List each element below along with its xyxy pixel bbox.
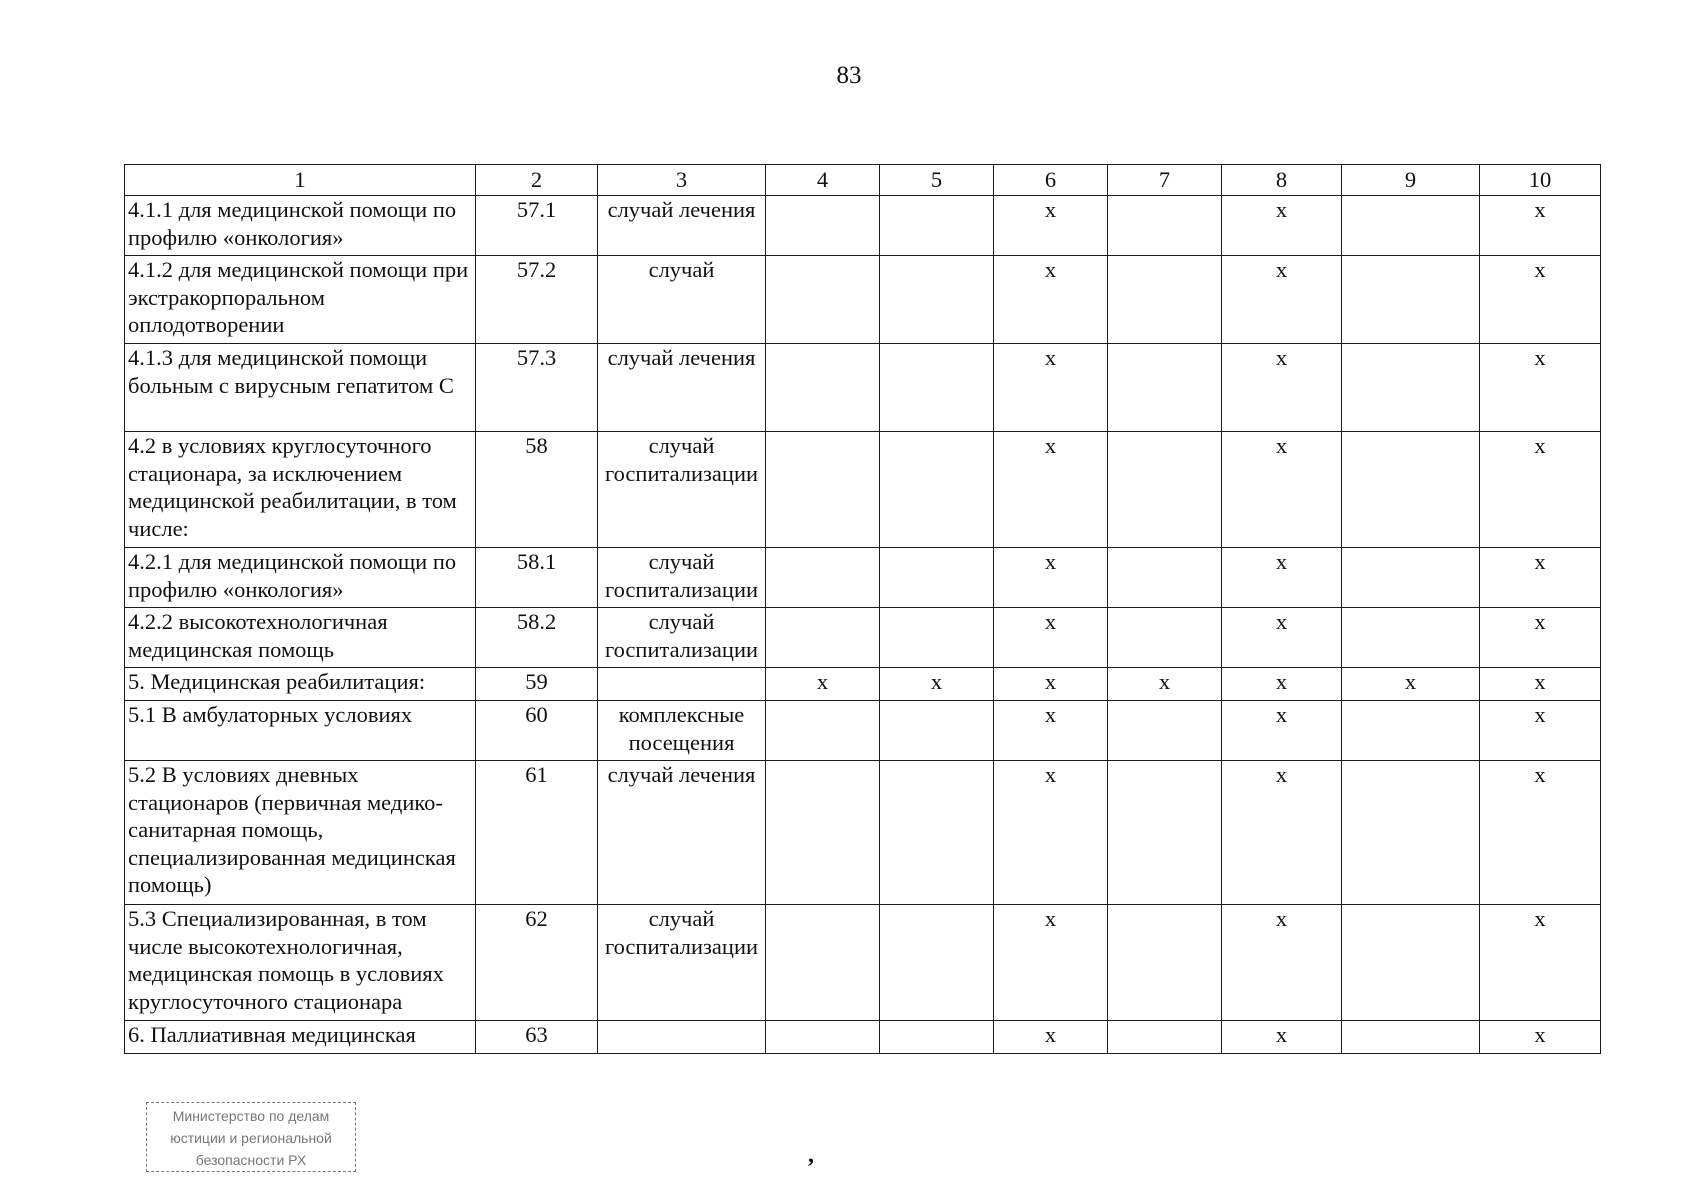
table-cell <box>1342 761 1480 905</box>
unit-cell: случай госпитализации <box>598 432 766 548</box>
table-cell <box>1342 1021 1480 1054</box>
table-cell <box>766 608 880 668</box>
table-cell: х <box>994 701 1108 761</box>
row-label: 4.1.1 для медицинской помощи по профилю «онкология» <box>125 196 476 256</box>
table-row <box>125 608 1601 668</box>
table-cell <box>766 701 880 761</box>
table-cell <box>766 761 880 905</box>
table-cell: х <box>1108 668 1222 701</box>
column-header: 5 <box>880 165 994 196</box>
table-cell: х <box>1222 701 1342 761</box>
row-label: 4.1.3 для медицинской помощи больным с вирусным гепатитом С <box>125 344 476 432</box>
table-cell: х <box>880 668 994 701</box>
table-cell: х <box>766 668 880 701</box>
table-cell: х <box>1480 344 1601 432</box>
table-cell: х <box>994 256 1108 344</box>
table-cell: х <box>1480 196 1601 256</box>
table-cell: х <box>994 344 1108 432</box>
table-cell: х <box>1480 905 1601 1021</box>
table-cell <box>1108 432 1222 548</box>
table-cell <box>880 905 994 1021</box>
table-row <box>125 701 1601 761</box>
table-cell <box>880 1021 994 1054</box>
unit-cell: комплексные посещения <box>598 701 766 761</box>
table-cell: х <box>1342 668 1480 701</box>
header-row <box>125 165 1601 196</box>
row-code: 62 <box>476 905 598 1021</box>
table-cell <box>766 256 880 344</box>
unit-cell: случай лечения <box>598 196 766 256</box>
table-cell: х <box>994 608 1108 668</box>
table-cell: х <box>994 1021 1108 1054</box>
row-code: 58.1 <box>476 548 598 608</box>
table-cell <box>766 196 880 256</box>
table-cell: х <box>1480 608 1601 668</box>
row-code: 58.2 <box>476 608 598 668</box>
table-cell: х <box>1222 668 1342 701</box>
table-cell: х <box>1480 256 1601 344</box>
table-cell <box>880 548 994 608</box>
table-cell: х <box>1222 548 1342 608</box>
table-cell: х <box>1222 432 1342 548</box>
data-table <box>124 164 1601 1054</box>
table-cell: х <box>1222 608 1342 668</box>
table-cell <box>880 196 994 256</box>
unit-cell: случай <box>598 256 766 344</box>
column-header: 9 <box>1342 165 1480 196</box>
table-row <box>125 668 1601 701</box>
table-cell <box>880 432 994 548</box>
row-label: 4.2 в условиях круглосуточного стационара, за исключением медицинской реабилитации, в том числе: <box>125 432 476 548</box>
table-cell <box>1108 905 1222 1021</box>
row-label: 4.2.2 высокотехнологичная медицинская помощь <box>125 608 476 668</box>
table-cell: х <box>994 668 1108 701</box>
unit-cell: случай госпитализации <box>598 905 766 1021</box>
stamp-line: безопасности РХ <box>195 1152 307 1168</box>
table-cell: х <box>1222 196 1342 256</box>
table-cell <box>1108 344 1222 432</box>
table-cell: х <box>1480 701 1601 761</box>
table-cell: х <box>994 905 1108 1021</box>
table-cell <box>880 256 994 344</box>
column-header: 8 <box>1222 165 1342 196</box>
table-cell <box>1108 548 1222 608</box>
table-cell <box>1342 196 1480 256</box>
table-cell <box>766 1021 880 1054</box>
table-cell <box>1108 196 1222 256</box>
table-cell <box>880 344 994 432</box>
row-code: 57.1 <box>476 196 598 256</box>
row-code: 61 <box>476 761 598 905</box>
table-cell: х <box>1480 1021 1601 1054</box>
table-cell: х <box>1222 761 1342 905</box>
table-row <box>125 548 1601 608</box>
table-cell <box>1108 256 1222 344</box>
column-header: 6 <box>994 165 1108 196</box>
table-row <box>125 1021 1601 1054</box>
table-cell: х <box>994 432 1108 548</box>
table-cell: х <box>1222 1021 1342 1054</box>
column-header: 4 <box>766 165 880 196</box>
table-cell <box>766 344 880 432</box>
column-header: 7 <box>1108 165 1222 196</box>
table-cell <box>1342 701 1480 761</box>
unit-cell: случай госпитализации <box>598 608 766 668</box>
table-row <box>125 761 1601 905</box>
table-cell: х <box>1222 905 1342 1021</box>
table-cell <box>1342 344 1480 432</box>
row-code: 57.3 <box>476 344 598 432</box>
row-label: 5.3 Специализированная, в том числе высокотехнологичная, медицинская помощь в условиях круглосуточного стационара <box>125 905 476 1021</box>
row-label: 4.2.1 для медицинской помощи по профилю «онкология» <box>125 548 476 608</box>
unit-cell <box>598 1021 766 1054</box>
table-cell: х <box>994 548 1108 608</box>
column-header: 2 <box>476 165 598 196</box>
table-cell <box>766 432 880 548</box>
row-label: 5.2 В условиях дневных стационаров (первичная медико-санитарная помощь, специализированная медицинская помощь) <box>125 761 476 905</box>
row-code: 59 <box>476 668 598 701</box>
row-code: 57.2 <box>476 256 598 344</box>
table-cell: х <box>994 761 1108 905</box>
stamp-line: юстиции и региональной <box>170 1130 332 1146</box>
table-cell: х <box>1480 668 1601 701</box>
ministry-stamp <box>146 1102 356 1172</box>
table-cell: х <box>1480 432 1601 548</box>
table-cell <box>1342 256 1480 344</box>
table-cell <box>1108 701 1222 761</box>
page-number: 83 <box>836 62 862 89</box>
unit-cell: случай госпитализации <box>598 548 766 608</box>
table-cell <box>1342 432 1480 548</box>
table-cell <box>1342 608 1480 668</box>
table-cell <box>880 608 994 668</box>
row-label: 6. Паллиативная медицинская <box>125 1021 476 1054</box>
table-cell <box>766 548 880 608</box>
table-cell <box>766 905 880 1021</box>
table-cell: х <box>1222 256 1342 344</box>
table-row <box>125 432 1601 548</box>
table-cell: х <box>994 196 1108 256</box>
table-cell <box>1342 548 1480 608</box>
table-cell <box>1108 608 1222 668</box>
table-cell <box>1108 1021 1222 1054</box>
row-label: 5.1 В амбулаторных условиях <box>125 701 476 761</box>
column-header: 1 <box>125 165 476 196</box>
row-code: 60 <box>476 701 598 761</box>
column-header: 3 <box>598 165 766 196</box>
table-cell: х <box>1480 761 1601 905</box>
column-header: 10 <box>1480 165 1601 196</box>
unit-cell <box>598 668 766 701</box>
row-label: 4.1.2 для медицинской помощи при экстракорпоральном оплодотворении <box>125 256 476 344</box>
table-cell <box>880 701 994 761</box>
unit-cell: случай лечения <box>598 344 766 432</box>
stray-mark: , <box>808 1142 814 1168</box>
table-cell <box>1342 905 1480 1021</box>
stamp-line: Министерство по делам <box>172 1108 330 1124</box>
table-row <box>125 256 1601 344</box>
row-label: 5. Медицинская реабилитация: <box>125 668 476 701</box>
table-row <box>125 344 1601 432</box>
table-cell <box>1108 761 1222 905</box>
unit-cell: случай лечения <box>598 761 766 905</box>
table-row <box>125 905 1601 1021</box>
row-code: 63 <box>476 1021 598 1054</box>
row-code: 58 <box>476 432 598 548</box>
table-cell: х <box>1480 548 1601 608</box>
table-cell: х <box>1222 344 1342 432</box>
table-cell <box>880 761 994 905</box>
table-row <box>125 196 1601 256</box>
